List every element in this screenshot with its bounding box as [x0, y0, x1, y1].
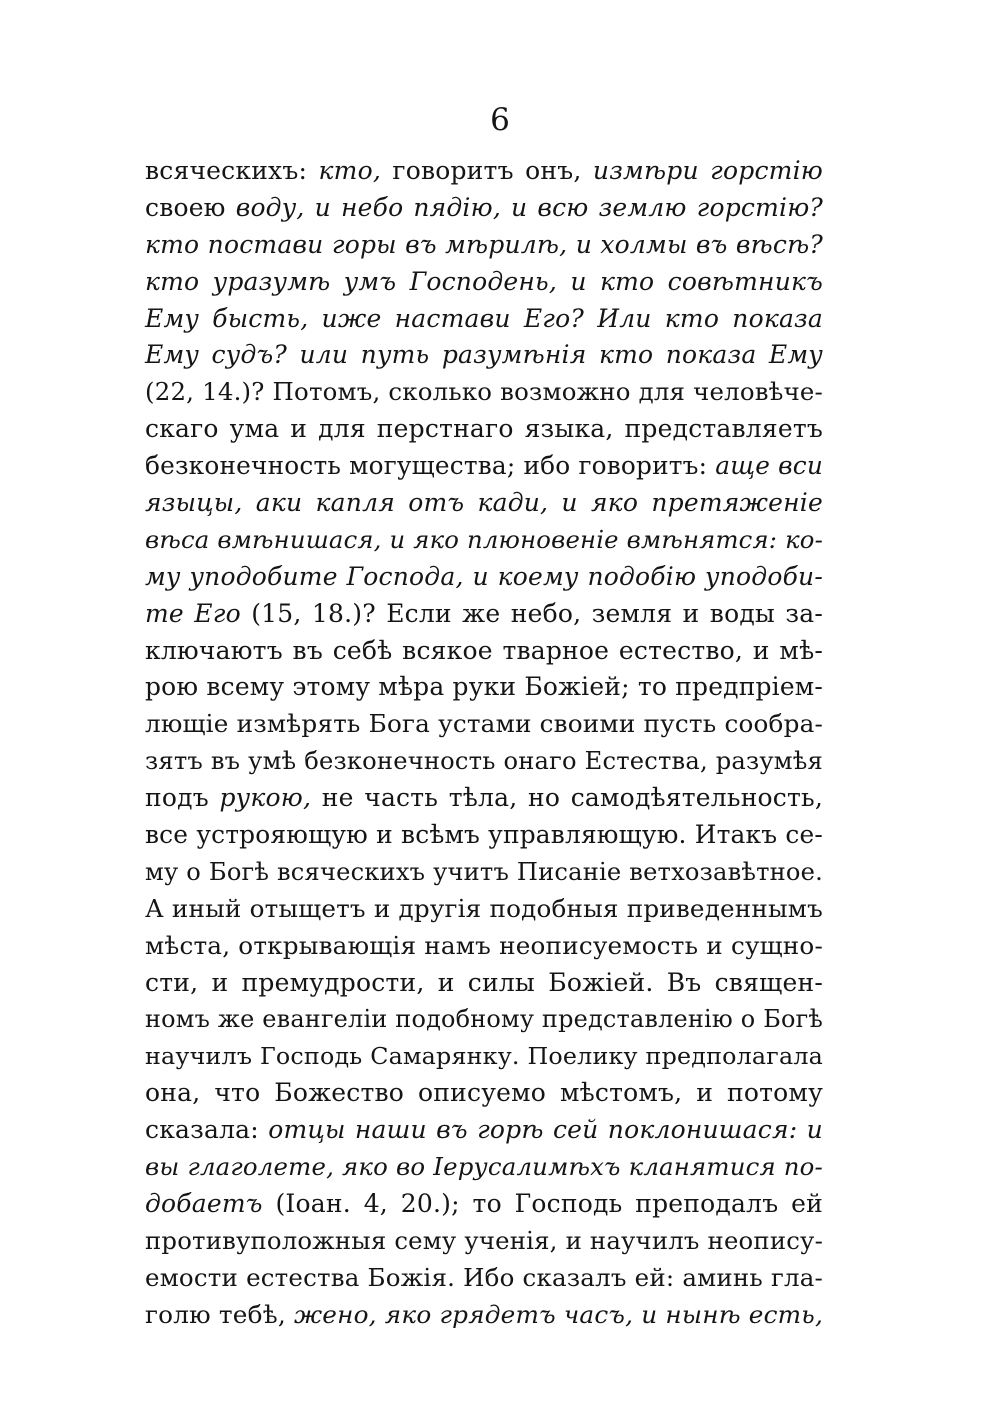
- italic-quote-segment: жено, яко грядетъ часъ, и нынѣ есть,: [293, 1299, 824, 1329]
- text-line: [145, 301, 823, 338]
- text-line: [145, 669, 823, 706]
- text-segment: лющіе измѣрять Бога устами своими пусть сообра-: [145, 709, 823, 739]
- text-segment: му о Богѣ всяческихъ учитъ Писаніе ветхозавѣтное.: [145, 857, 823, 886]
- text-line: [145, 1186, 823, 1223]
- text-line: [145, 1075, 823, 1112]
- text-segment: всяческихъ:: [145, 156, 319, 185]
- text-line: [145, 817, 823, 854]
- text-segment: (Іоан. 4, 20.); то Господь преподалъ ей: [275, 1188, 823, 1218]
- text-segment: говоритъ онъ,: [392, 156, 593, 185]
- italic-quote-segment: добаетъ: [145, 1188, 276, 1218]
- text-segment: голю тебѣ,: [145, 1299, 294, 1329]
- text-segment: рою всему этому мѣра руки Божіей; то предпріем-: [145, 672, 823, 702]
- text-line: [145, 633, 823, 670]
- text-segment: емости естества Божія. Ибо сказалъ ей: аминь гла-: [145, 1262, 823, 1292]
- text-segment: сказала:: [145, 1115, 269, 1145]
- body-text: [145, 153, 823, 1334]
- text-segment: зятъ въ умѣ безконечность онаго Естества, разумѣя: [145, 747, 823, 776]
- text-line: [145, 1038, 823, 1075]
- text-line: [145, 153, 823, 190]
- italic-quote-segment: отцы наши въ горѣ сей поклонишася: и: [268, 1115, 823, 1145]
- text-line: [145, 337, 823, 374]
- text-segment: мѣста, открывающія намъ неописуемость и сущно-: [145, 930, 823, 960]
- text-segment: научилъ Господь Самарянку. Поелику предполагала: [145, 1042, 823, 1071]
- text-segment: ключаютъ въ себѣ всякое тварное естество, и мѣ-: [145, 635, 823, 665]
- text-line: [145, 743, 823, 780]
- text-segment: скаго ума и для перстнаго языка, представляетъ: [145, 414, 823, 444]
- text-line: [145, 891, 823, 928]
- italic-quote-segment: рукою,: [219, 783, 322, 813]
- italic-quote-segment: вы глаголете, яко во Іерусалимѣхъ кланятися по-: [145, 1152, 823, 1182]
- italic-quote-segment: аще вси: [715, 451, 823, 481]
- text-segment: сти, и премудрости, и силы Божіей. Въ священ-: [145, 967, 823, 997]
- text-line: [145, 1297, 823, 1334]
- italic-quote-segment: кто,: [318, 156, 393, 185]
- text-line: [145, 706, 823, 743]
- text-segment: подъ: [145, 783, 220, 813]
- italic-quote-segment: кто уразумѣ умъ Господень, и кто совѣтникъ: [145, 266, 823, 296]
- text-line: [145, 485, 823, 522]
- italic-quote-segment: Ему судъ? или путь разумѣнія кто показа Ему: [145, 340, 823, 370]
- text-segment: все устрояющую и всѣмъ управляющую. Итакъ се-: [145, 820, 823, 850]
- text-line: [145, 559, 823, 596]
- text-segment: противуположныя сему ученія, и научилъ неопису-: [145, 1225, 823, 1255]
- text-line: [145, 965, 823, 1002]
- italic-quote-segment: Ему бысть, иже настави Его? Или кто показа: [145, 303, 823, 333]
- text-segment: А иный отыщетъ и другія подобныя приведеннымъ: [145, 893, 823, 923]
- text-line: [145, 411, 823, 448]
- text-line: [145, 227, 823, 264]
- text-line: [145, 264, 823, 301]
- text-segment: не часть тѣла, но самодѣятельность,: [321, 783, 823, 813]
- text-segment: она, что Божество описуемо мѣстомъ, и потому: [145, 1078, 823, 1108]
- text-line: [145, 596, 823, 633]
- italic-quote-segment: кто постави горы въ мѣрилѣ, и холмы въ вѣсѣ?: [145, 229, 823, 259]
- text-line: [145, 928, 823, 965]
- text-line: [145, 1223, 823, 1260]
- text-line: [145, 1260, 823, 1297]
- text-line: [145, 374, 823, 411]
- italic-quote-segment: му уподобите Господа, и коему подобію уподоби-: [145, 561, 823, 591]
- italic-quote-segment: языцы, аки капля отъ кади, и яко претяженіе: [145, 488, 823, 518]
- text-line: [145, 780, 823, 817]
- text-segment: (15, 18.)? Если же небо, земля и воды за-: [251, 598, 823, 628]
- text-line: [145, 1112, 823, 1149]
- text-line: [145, 854, 823, 891]
- text-line: [145, 522, 823, 559]
- page-number: 6: [490, 102, 510, 138]
- text-segment: безконечность могущества; ибо говоритъ:: [145, 451, 716, 481]
- italic-quote-segment: воду, и небо пядію, и всю землю горстію?: [235, 192, 823, 222]
- text-line: [145, 1001, 823, 1038]
- text-line: [145, 1149, 823, 1186]
- italic-quote-segment: те Его: [145, 598, 252, 628]
- text-segment: (22, 14.)? Потомъ, сколько возможно для человѣче-: [145, 377, 823, 407]
- italic-quote-segment: вѣса вмѣнишася, и яко плюновеніе вмѣнятся: ко-: [145, 524, 823, 554]
- italic-quote-segment: измѣри горстію: [592, 156, 823, 185]
- text-line: [145, 448, 823, 485]
- text-segment: своею: [145, 192, 236, 222]
- text-segment: номъ же евангеліи подобному представленію о Богѣ: [145, 1005, 823, 1034]
- text-line: [145, 190, 823, 227]
